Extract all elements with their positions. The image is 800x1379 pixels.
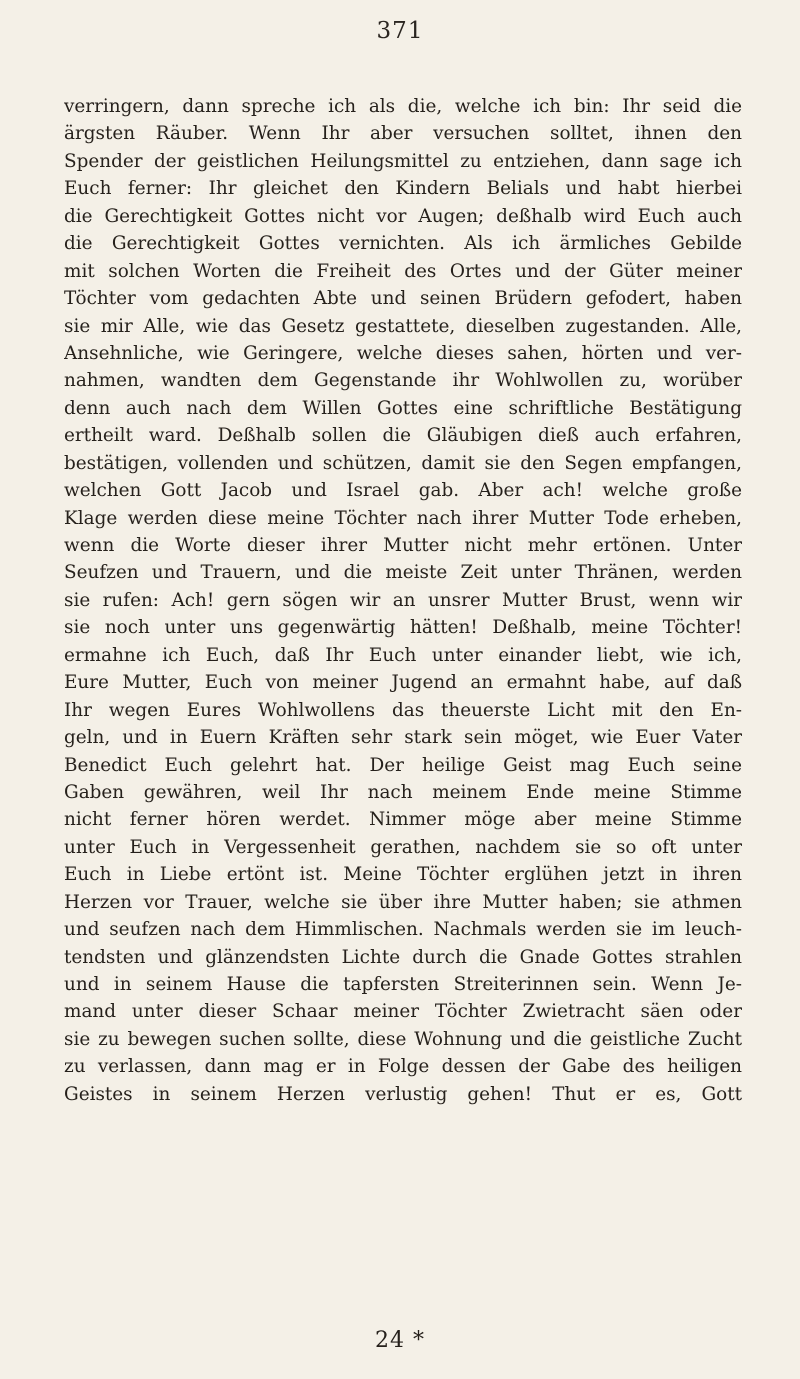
text-line: wenn die Worte dieser ihrer Mutter nicht mehr ertönen. Unter <box>64 535 742 556</box>
text-line: Spender der geistlichen Heilungsmittel zu entziehen, dann sage ich <box>64 150 742 172</box>
text-line: Töchter vom gedachten Abte und seinen Brüdern gefodert, haben <box>64 288 742 310</box>
text-line: bestätigen, vollenden und schützen, damit sie den Segen empfangen, <box>64 452 742 474</box>
text-line: Eure Mutter, Euch von meiner Jugend an ermahnt habe, auf daß <box>64 672 742 694</box>
text-line: ärgsten Räuber. Wenn Ihr aber versuchen solltet, ihnen den <box>64 123 742 145</box>
text-line: Euch in Liebe ertönt ist. Meine Töchter erglühen jetzt in ihren <box>64 864 742 886</box>
text-line: sie rufen: Ach! gern sögen wir an unsrer Mutter Brust, wenn wir <box>64 589 742 611</box>
text-line: Gaben gewähren, weil Ihr nach meinem Ende meine Stimme <box>64 781 742 803</box>
text-line: denn auch nach dem Willen Gottes eine schriftliche Bestätigung <box>64 397 742 419</box>
text-line: Benedict Euch gelehrt hat. Der heilige Geist mag Euch seine <box>64 754 742 776</box>
printer-signature-mark: 24 * <box>375 1328 425 1353</box>
text-line: Geistes in seinem Herzen verlustig gehen! Thut er es, Gott <box>64 1083 742 1105</box>
text-line: Ihr wegen Eures Wohlwollens das theuerste Licht mit den En- <box>64 699 742 721</box>
text-line: welchen Gott Jacob und Israel gab. Aber ach! welche große <box>64 480 742 502</box>
text-line: mand unter dieser Schaar meiner Töchter Zwietracht säen oder <box>64 1001 742 1023</box>
page-number: 371 <box>376 18 424 44</box>
text-line: tendsten und glänzendsten Lichte durch die Gnade Gottes strahlen <box>64 946 742 968</box>
text-line: Ansehnliche, wie Geringere, welche dieses sahen, hörten und ver- <box>64 342 742 364</box>
text-line: verringern, dann spreche ich als die, welche ich bin: Ihr seid die <box>64 96 742 117</box>
text-line: die Gerechtigkeit Gottes vernichten. Als ich ärmliches Gebilde <box>64 233 742 255</box>
text-line: und in seinem Hause die tapfersten Streiterinnen sein. Wenn Je- <box>64 974 742 995</box>
text-line: mit solchen Worten die Freiheit des Ortes und der Güter meiner <box>64 260 742 282</box>
text-line: ermahne ich Euch, daß Ihr Euch unter einander liebt, wie ich, <box>64 644 742 666</box>
text-line: geln, und in Euern Kräften sehr stark sein möget, wie Euer Vater <box>64 727 742 749</box>
body-text <box>64 93 742 1108</box>
text-line: sie noch unter uns gegenwärtig hätten! Deßhalb, meine Töchter! <box>64 617 742 639</box>
text-line: sie zu bewegen suchen sollte, diese Wohnung und die geistliche Zucht <box>64 1028 742 1050</box>
text-line: sie mir Alle, wie das Gesetz gestattete, dieselben zugestanden. Alle, <box>64 315 742 337</box>
text-line: zu verlassen, dann mag er in Folge dessen der Gabe des heiligen <box>64 1056 742 1078</box>
text-line: unter Euch in Vergessenheit gerathen, nachdem sie so oft unter <box>64 836 742 858</box>
text-line: nicht ferner hören werdet. Nimmer möge aber meine Stimme <box>64 809 742 831</box>
text-line: nahmen, wandten dem Gegenstande ihr Wohlwollen zu, worüber <box>64 370 742 392</box>
text-line: Herzen vor Trauer, welche sie über ihre Mutter haben; sie athmen <box>64 891 742 913</box>
text-line: die Gerechtigkeit Gottes nicht vor Augen; deßhalb wird Euch auch <box>64 205 742 227</box>
text-line: Seufzen und Trauern, und die meiste Zeit unter Thränen, werden <box>64 562 742 584</box>
text-line: ertheilt ward. Deßhalb sollen die Gläubigen dieß auch erfahren, <box>64 425 742 447</box>
text-line: Klage werden diese meine Töchter nach ihrer Mutter Tode erheben, <box>64 507 742 529</box>
text-line: und seufzen nach dem Himmlischen. Nachmals werden sie im leuch- <box>64 919 742 941</box>
text-line: Euch ferner: Ihr gleichet den Kindern Belials und habt hierbei <box>64 178 742 200</box>
